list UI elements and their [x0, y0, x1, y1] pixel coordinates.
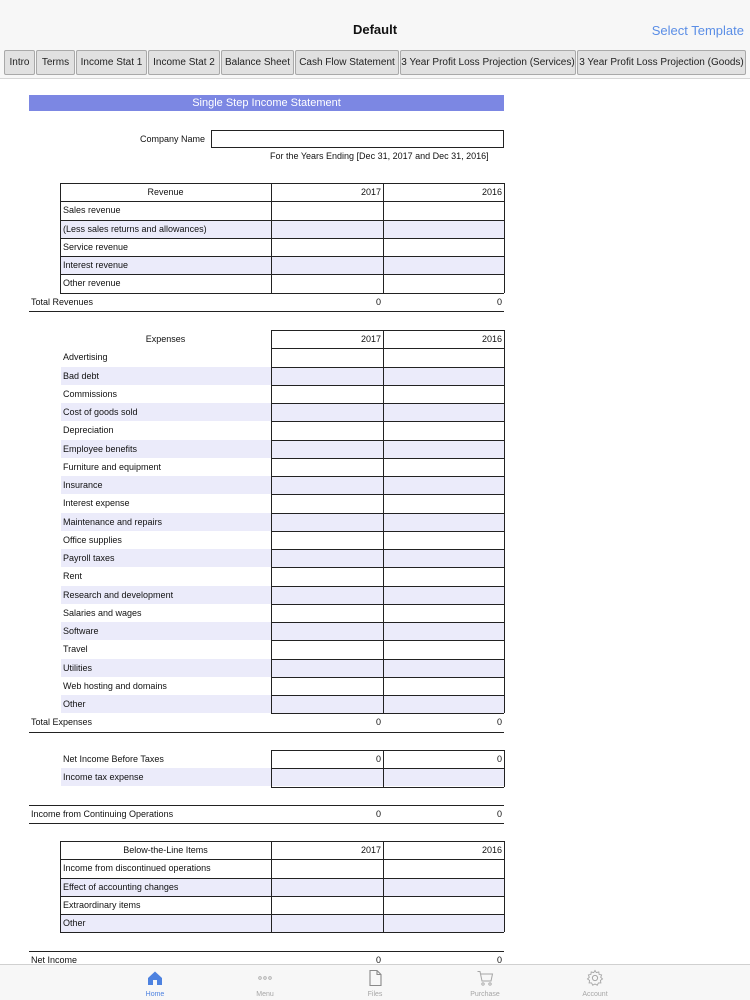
grid-line [271, 750, 272, 787]
continuing-operations-2016: 0 [496, 809, 502, 819]
expense-row-2016-input[interactable] [384, 349, 504, 366]
total-expenses-2017: 0 [375, 717, 381, 727]
grid-line [504, 841, 505, 932]
expense-row-2017-input[interactable] [272, 441, 383, 458]
expense-row-label: Furniture and equipment [63, 462, 162, 472]
grid-line [504, 750, 505, 787]
continuing-operations-label: Income from Continuing Operations [31, 809, 174, 819]
revenue-col-2016: 2016 [481, 187, 502, 197]
revenue-row-2017-input[interactable] [272, 275, 383, 292]
expense-row-label: Depreciation [63, 425, 114, 435]
expense-row-label: Research and development [61, 586, 271, 604]
grid-line [60, 859, 504, 860]
purchase-tab-label: Purchase [470, 991, 500, 998]
grid-line [60, 841, 61, 932]
revenue-row-2017-input[interactable] [272, 257, 383, 274]
grid-line [271, 677, 504, 678]
expense-row-label: Payroll taxes [61, 549, 271, 567]
grid-line [60, 220, 504, 221]
grid-line [271, 622, 504, 623]
below-line-row-2016-input[interactable] [384, 879, 504, 896]
continuing-operations-2017: 0 [375, 809, 381, 819]
expense-row-label: Cost of goods sold [61, 403, 271, 421]
below-line-row-2016-input[interactable] [384, 915, 504, 932]
net-income-before-taxes-2016: 0 [496, 754, 502, 764]
expense-row-2017-input[interactable] [272, 623, 383, 640]
below-line-row-2017-input[interactable] [272, 879, 383, 896]
expense-row-2017-input[interactable] [272, 368, 383, 385]
expense-row-2017-input[interactable] [272, 696, 383, 713]
total-expenses-label: Total Expenses [31, 717, 93, 727]
expense-col-2016: 2016 [481, 334, 502, 344]
revenue-row-2016-input[interactable] [384, 239, 504, 256]
expense-row-2017-input[interactable] [272, 678, 383, 695]
expense-row-2017-input[interactable] [272, 386, 383, 403]
expense-row-label: Bad debt [61, 367, 271, 385]
tab-balance-sheet[interactable]: Balance Sheet [221, 50, 294, 75]
grid-line [60, 183, 61, 293]
continuing-operations-rule [29, 823, 504, 824]
grid-line [383, 841, 384, 932]
account-tab[interactable] [560, 965, 630, 1000]
expense-row-2016-input[interactable] [384, 495, 504, 512]
grid-line [271, 768, 504, 769]
expense-row-2017-input[interactable] [272, 641, 383, 658]
revenue-header: Revenue [147, 187, 184, 197]
expense-row-2016-input[interactable] [384, 532, 504, 549]
expense-col-2017: 2017 [360, 334, 381, 344]
grid-line [383, 183, 384, 293]
purchase-tab[interactable] [450, 965, 520, 1000]
net-income-2016: 0 [496, 955, 502, 964]
grid-line [60, 274, 504, 275]
home-icon [146, 969, 164, 987]
grid-line [271, 440, 504, 441]
revenue-row-2016-input[interactable] [384, 221, 504, 238]
home-tab-label: Home [145, 991, 165, 998]
total-expenses-2016: 0 [496, 717, 502, 727]
tab-terms[interactable]: Terms [36, 50, 75, 75]
below-line-header: Below-the-Line Items [123, 845, 208, 855]
revenue-row-label: Other revenue [63, 278, 121, 288]
tab-income-stat-2[interactable]: Income Stat 2 [148, 50, 220, 75]
below-line-row-label: Income from discontinued operations [63, 863, 211, 873]
grid-line [504, 330, 505, 713]
navigation-bar [0, 0, 750, 46]
below-line-row-label: Extraordinary items [63, 900, 141, 910]
grid-line [60, 914, 504, 915]
grid-line [271, 604, 504, 605]
file-icon [366, 969, 384, 987]
below-line-row-2017-input[interactable] [272, 897, 383, 914]
expense-row-label: Salaries and wages [63, 608, 142, 618]
grid-line [60, 932, 504, 933]
revenue-row-label: Interest revenue [61, 256, 271, 274]
expense-row-2016-input[interactable] [384, 459, 504, 476]
revenue-row-2016-input[interactable] [384, 202, 504, 219]
grid-line [271, 586, 504, 587]
grid-line [271, 458, 504, 459]
expense-row-2017-input[interactable] [272, 587, 383, 604]
expense-row-2017-input[interactable] [272, 605, 383, 622]
gear-icon [586, 969, 604, 987]
revenue-row-2017-input[interactable] [272, 239, 383, 256]
menu-tab[interactable] [230, 965, 300, 1000]
expense-row-label: Insurance [61, 476, 271, 494]
below-line-row-2017-input[interactable] [272, 860, 383, 877]
net-income-label: Net Income [31, 955, 78, 964]
more-dots-icon [256, 969, 274, 987]
grid-line [271, 348, 504, 349]
home-tab[interactable] [120, 965, 190, 1000]
grid-line [60, 183, 504, 184]
net-income-before-taxes-2017: 0 [375, 754, 381, 764]
grid-line [271, 330, 272, 713]
income-tax-2016-input[interactable] [384, 769, 504, 786]
revenue-row-label: (Less sales returns and allowances) [61, 220, 271, 238]
income-tax-label: Income tax expense [61, 768, 271, 786]
grid-line [271, 494, 504, 495]
below-line-row-2016-input[interactable] [384, 860, 504, 877]
expense-row-label: Interest expense [63, 498, 130, 508]
grid-line [60, 201, 504, 202]
grid-line [271, 549, 504, 550]
years-ending-label: For the Years Ending [Dec 31, 2017 and Dec 31, 2016] [270, 151, 489, 161]
expense-row-label: Commissions [63, 389, 118, 399]
expense-row-2016-input[interactable] [384, 641, 504, 658]
grid-line [271, 531, 504, 532]
grid-line [60, 238, 504, 239]
total-revenues-2016: 0 [496, 297, 502, 307]
below-line-row-label: Other [61, 914, 271, 932]
bottom-tab-bar [0, 964, 750, 1000]
grid-line [271, 476, 504, 477]
expense-row-label: Employee benefits [61, 440, 271, 458]
account-tab-label: Account [582, 991, 608, 998]
grid-line [271, 841, 272, 932]
grid-line [504, 183, 505, 293]
expense-row-2016-input[interactable] [384, 696, 504, 713]
grid-line [271, 787, 504, 788]
revenue-row-label: Sales revenue [63, 205, 121, 215]
sheet-title: Single Step Income Statement [29, 95, 504, 111]
menu-tab-label: Menu [256, 991, 274, 998]
grid-line [271, 367, 504, 368]
expense-row-2016-input[interactable] [384, 441, 504, 458]
expense-row-2017-input[interactable] [272, 514, 383, 531]
expense-row-label: Office supplies [63, 535, 122, 545]
files-tab[interactable] [340, 965, 410, 1000]
grid-line [271, 750, 504, 751]
grid-line [271, 183, 272, 293]
expense-row-2017-input[interactable] [272, 459, 383, 476]
expense-row-2016-input[interactable] [384, 678, 504, 695]
expense-row-2016-input[interactable] [384, 623, 504, 640]
files-tab-label: Files [367, 991, 383, 998]
grid-line [60, 841, 504, 842]
expense-row-2017-input[interactable] [272, 422, 383, 439]
tab-income-stat-1[interactable]: Income Stat 1 [76, 50, 147, 75]
tab-profit-loss-goods[interactable]: 3 Year Profit Loss Projection (Goods) [577, 50, 746, 75]
grid-line [271, 640, 504, 641]
grid-line [271, 695, 504, 696]
revenue-row-2016-input[interactable] [384, 257, 504, 274]
total-revenues-label: Total Revenues [31, 297, 94, 307]
expense-row-2016-input[interactable] [384, 477, 504, 494]
grid-line [271, 403, 504, 404]
total-revenues-2017: 0 [375, 297, 381, 307]
total-expenses-rule [29, 732, 504, 733]
income-tax-2017-input[interactable] [272, 769, 383, 786]
net-income-2017: 0 [375, 955, 381, 964]
net-income-before-taxes-label: Net Income Before Taxes [63, 754, 164, 764]
grid-line [60, 878, 504, 879]
expense-row-2017-input[interactable] [272, 550, 383, 567]
grid-line [383, 330, 384, 713]
below-line-row-2017-input[interactable] [272, 915, 383, 932]
grid-line [60, 896, 504, 897]
revenue-row-2017-input[interactable] [272, 221, 383, 238]
company-name-label: Company Name [140, 134, 206, 144]
tab-profit-loss-services[interactable]: 3 Year Profit Loss Projection (Services) [400, 50, 576, 75]
expense-row-2016-input[interactable] [384, 568, 504, 585]
expense-row-2016-input[interactable] [384, 587, 504, 604]
expense-row-label: Rent [63, 571, 83, 581]
expense-row-2016-input[interactable] [384, 422, 504, 439]
below-line-col-2016: 2016 [481, 845, 502, 855]
below-line-row-label: Effect of accounting changes [61, 878, 271, 896]
company-name-input[interactable] [211, 130, 504, 148]
tab-cash-flow-statement[interactable]: Cash Flow Statement [295, 50, 399, 75]
expense-row-2016-input[interactable] [384, 404, 504, 421]
total-revenues-rule [29, 311, 504, 312]
expense-row-label: Software [61, 622, 271, 640]
revenue-row-2017-input[interactable] [272, 202, 383, 219]
sheet-tabs [0, 46, 750, 79]
expense-row-2016-input[interactable] [384, 605, 504, 622]
expense-row-2016-input[interactable] [384, 660, 504, 677]
expense-row-label: Web hosting and domains [63, 681, 167, 691]
below-line-row-2016-input[interactable] [384, 897, 504, 914]
expense-row-2017-input[interactable] [272, 495, 383, 512]
expense-row-2016-input[interactable] [384, 386, 504, 403]
revenue-col-2017: 2017 [360, 187, 381, 197]
select-template-button[interactable]: Select Template [651, 23, 744, 38]
expense-row-2017-input[interactable] [272, 660, 383, 677]
grid-line [60, 256, 504, 257]
expense-row-2016-input[interactable] [384, 368, 504, 385]
grid-line [271, 513, 504, 514]
expense-row-2017-input[interactable] [272, 532, 383, 549]
spreadsheet [0, 80, 750, 964]
grid-line [271, 659, 504, 660]
expense-row-label: Utilities [61, 659, 271, 677]
grid-line [383, 750, 384, 787]
expense-row-label: Advertising [63, 352, 108, 362]
expense-header: Expenses [145, 334, 186, 344]
expense-row-label: Maintenance and repairs [61, 513, 271, 531]
cart-icon [476, 969, 494, 987]
grid-line [271, 421, 504, 422]
revenue-row-2016-input[interactable] [384, 275, 504, 292]
expense-row-2017-input[interactable] [272, 568, 383, 585]
expense-row-2017-input[interactable] [272, 404, 383, 421]
below-line-col-2017: 2017 [360, 845, 381, 855]
expense-row-2016-input[interactable] [384, 550, 504, 567]
expense-row-label: Travel [63, 644, 88, 654]
expense-row-2017-input[interactable] [272, 477, 383, 494]
revenue-row-label: Service revenue [63, 242, 129, 252]
grid-line [271, 330, 504, 331]
tab-intro[interactable]: Intro [4, 50, 35, 75]
grid-line [271, 567, 504, 568]
expense-row-2016-input[interactable] [384, 514, 504, 531]
page-title: Default [352, 22, 398, 37]
grid-line [271, 385, 504, 386]
expense-row-2017-input[interactable] [272, 349, 383, 366]
expense-row-label: Other [61, 695, 271, 713]
